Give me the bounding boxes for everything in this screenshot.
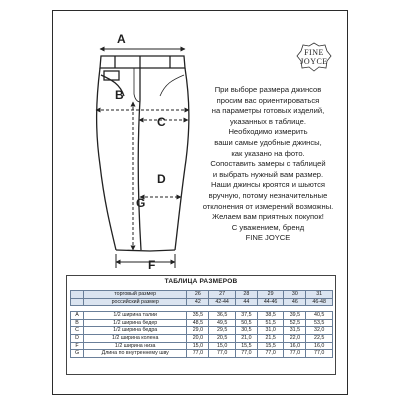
table-cell: 77,0	[187, 350, 209, 358]
table-cell: 46	[284, 298, 306, 306]
size-table	[70, 290, 333, 358]
table-cell: 49,5	[209, 319, 236, 327]
table-cell: C	[71, 327, 84, 335]
table-cell: 35,5	[187, 312, 209, 320]
table-cell: 48,5	[187, 319, 209, 327]
table-cell: 42	[187, 298, 209, 306]
table-cell: 38,5	[257, 312, 284, 320]
table-cell: 31,5	[284, 327, 306, 335]
table-row	[71, 350, 333, 358]
table-cell: 77,0	[235, 350, 257, 358]
table-cell: 40,5	[306, 312, 333, 320]
table-cell: 1/2 ширина бедра	[84, 327, 187, 335]
table-cell: 1/2 ширина талии	[84, 312, 187, 320]
table-cell: 30	[284, 291, 306, 299]
size-table-box	[66, 275, 336, 375]
table-cell: 51,5	[257, 319, 284, 327]
table-cell: 28	[235, 291, 257, 299]
table-row	[71, 319, 333, 327]
table-cell: 27	[209, 291, 236, 299]
table-cell: 29	[257, 291, 284, 299]
table-cell: 31	[306, 291, 333, 299]
info-line: указанных в таблице.	[230, 116, 306, 126]
table-cell: 46-48	[306, 298, 333, 306]
dimension-letter-g: G	[136, 196, 146, 210]
table-cell: российский размер	[84, 298, 187, 306]
dimension-letter-b: B	[115, 88, 124, 102]
table-cell: 53,5	[306, 319, 333, 327]
info-line: Желаем вам приятных покупок!	[212, 212, 324, 222]
info-line: Наши джинсы кроятся и шьются	[211, 180, 325, 190]
table-cell: B	[71, 319, 84, 327]
table-row	[71, 327, 333, 335]
table-cell: 1/2 ширина колена	[84, 334, 187, 342]
table-cell: 1/2 ширина низа	[84, 342, 187, 350]
table-cell: 52,5	[284, 319, 306, 327]
table-cell: 16,0	[306, 342, 333, 350]
measurement-lines	[96, 49, 189, 268]
info-line: При выборе размера джинсов	[214, 85, 322, 94]
table-cell: 32,0	[306, 327, 333, 335]
info-line: Сопоставить замеры с таблицей	[210, 159, 326, 169]
table-cell: 22,5	[306, 334, 333, 342]
info-line: и выбрать нужный вам размер.	[212, 169, 324, 179]
brand-line-1: FINE	[304, 48, 324, 57]
table-row	[71, 298, 333, 306]
table-cell: G	[71, 350, 84, 358]
info-line: отклонения от измерений возможны.	[202, 201, 334, 211]
table-cell: 15,0	[209, 342, 236, 350]
size-table-title: ТАБЛИЦА РАЗМЕРОВ	[164, 278, 238, 285]
table-cell: D	[71, 334, 84, 342]
table-row	[71, 291, 333, 299]
table-cell: 77,0	[306, 350, 333, 358]
table-cell: 44	[235, 298, 257, 306]
table-cell: 77,0	[257, 350, 284, 358]
table-cell: 15,0	[187, 342, 209, 350]
table-cell: 42-44	[209, 298, 236, 306]
info-line: просим вас ориентироваться	[216, 95, 320, 105]
table-row	[71, 334, 333, 342]
table-cell: 30,5	[235, 327, 257, 335]
table-cell: 1/2 ширина бедер	[84, 319, 187, 327]
brand-logo	[296, 42, 332, 72]
table-cell: A	[71, 312, 84, 320]
table-cell: 77,0	[209, 350, 236, 358]
table-cell: 26	[187, 291, 209, 299]
jeans-outline	[97, 56, 189, 251]
table-row	[71, 312, 333, 320]
info-line: ваши самые удобные джинсы,	[214, 137, 322, 147]
table-cell: 29,5	[209, 327, 236, 335]
sizing-instructions	[198, 85, 338, 244]
table-cell: 31,0	[257, 327, 284, 335]
table-cell: 20,5	[209, 334, 236, 342]
table-cell: 39,5	[284, 312, 306, 320]
table-cell: 20,0	[187, 334, 209, 342]
table-cell: 15,5	[257, 342, 284, 350]
table-cell: Длина по внутреннему шву	[84, 350, 187, 358]
table-cell: 15,5	[235, 342, 257, 350]
table-row	[71, 342, 333, 350]
table-cell: 77,0	[284, 350, 306, 358]
table-cell: 44-46	[257, 298, 284, 306]
table-cell: F	[71, 342, 84, 350]
table-cell: 21,0	[235, 334, 257, 342]
table-cell: 16,0	[284, 342, 306, 350]
info-line: вручную, потому незначительные	[208, 190, 328, 200]
info-line: Необходимо измерить	[228, 127, 308, 137]
table-cell: торговый размер	[84, 291, 187, 299]
table-cell: 50,5	[235, 319, 257, 327]
table-cell: 29,0	[187, 327, 209, 335]
table-cell: 36,5	[209, 312, 236, 320]
dimension-letter-d: D	[157, 172, 166, 186]
table-cell: 21,5	[257, 334, 284, 342]
dimension-letter-c: C	[157, 115, 166, 129]
info-line: FINE JOYCE	[245, 233, 291, 243]
dimension-letter-a: A	[117, 32, 126, 46]
info-line: С уважением, бренд	[231, 222, 305, 232]
dimension-letter-f: F	[148, 258, 156, 272]
info-line: на параметры готовых изделий,	[211, 106, 325, 116]
brand-line-2: JOYCE	[300, 57, 328, 66]
table-cell: 37,5	[235, 312, 257, 320]
info-line: как указано на фото.	[231, 148, 305, 158]
table-cell: 22,0	[284, 334, 306, 342]
